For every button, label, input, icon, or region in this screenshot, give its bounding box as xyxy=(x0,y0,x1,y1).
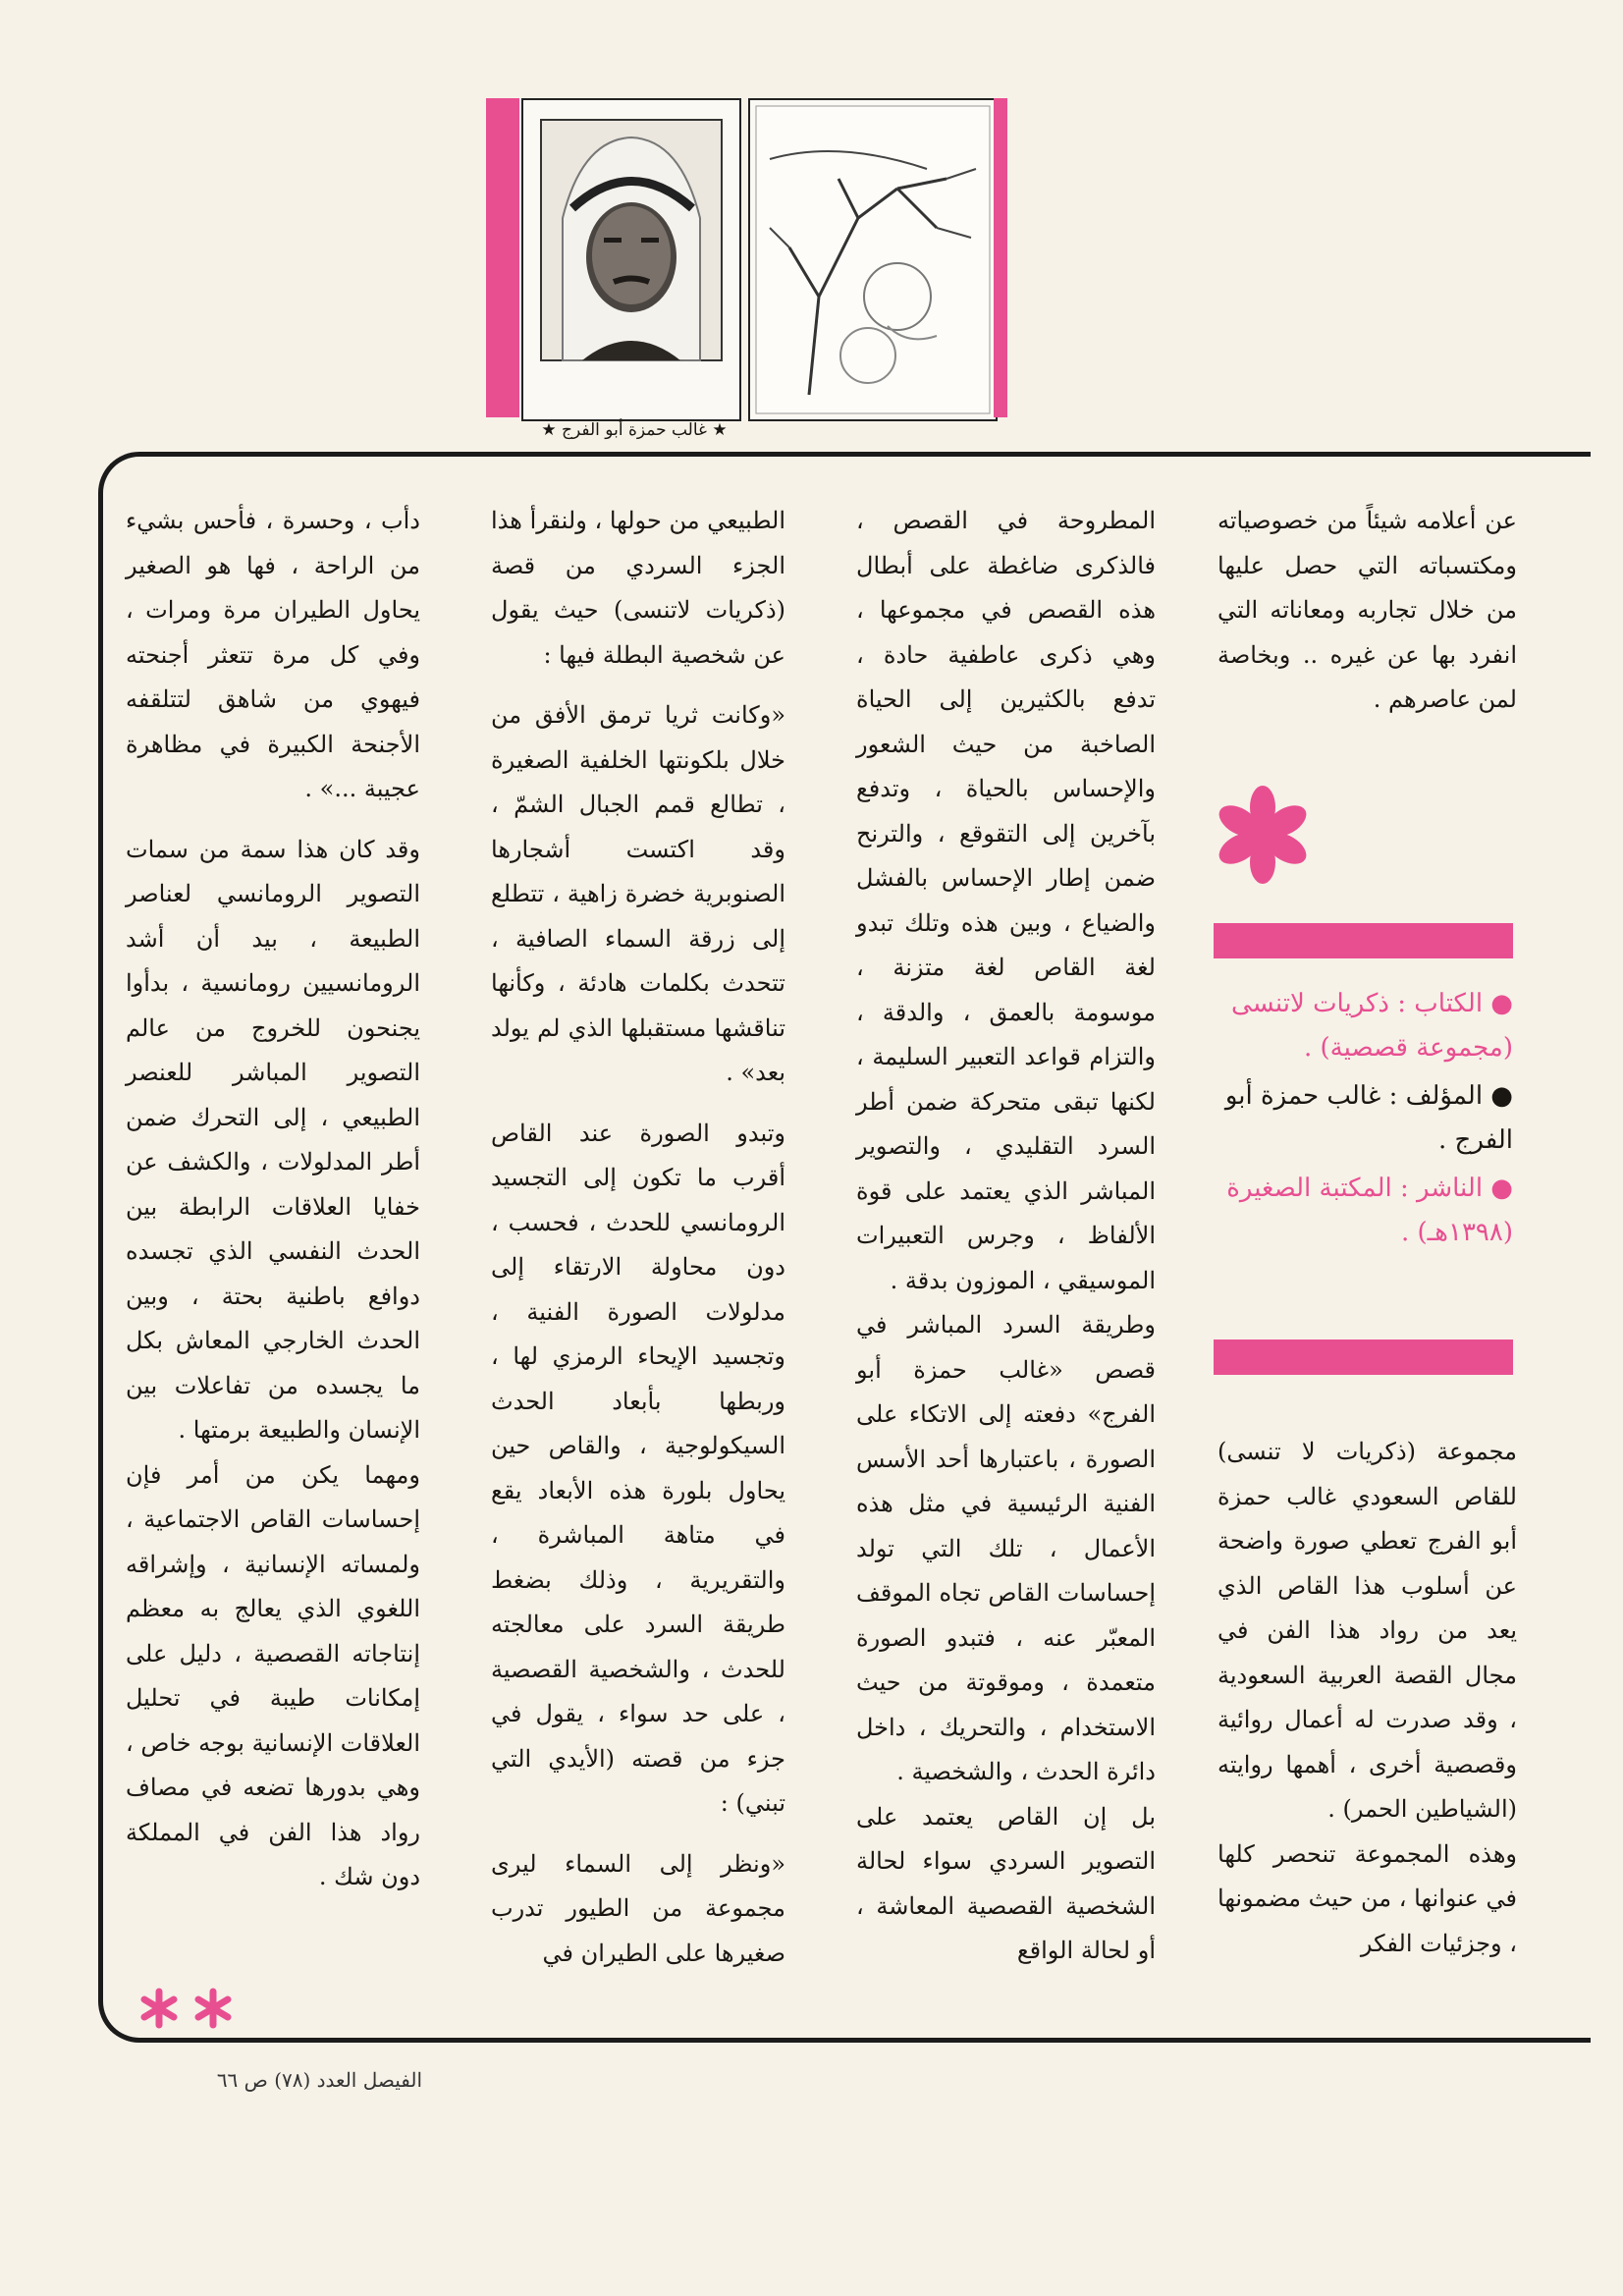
column-4 xyxy=(126,499,420,1900)
book-cover-sketch xyxy=(750,100,996,419)
column-3 xyxy=(491,499,785,1976)
author-portrait xyxy=(521,98,741,421)
col3-quote: «ونظر إلى السماء ليرى مجموعة من الطيور تدرب صغيرها على الطيران في xyxy=(491,1849,785,1967)
col4-paragraph: وقد كان هذا سمة من سمات التصوير الرومانسي لعناصر الطبيعة ، بيد أن أشد الرومانسيين رومانسية ، بدأوا يجنحون للخروج من عالم التصوير المباشر للعنصر الطبيعي ، إلى التحرك ضمن أطر المدلولات ، والكشف عن خفايا العلاقات الرابطة بين الحدث النفسي الذي تجسده دوافع باطنية بحتة ، وبين الحدث الخارجي المعاش بكل ما يجسده من تفاعلات بين الإنسان والطبيعة برمتها . xyxy=(126,835,420,1444)
portrait-illustration xyxy=(523,100,739,419)
book-title-line: ● الكتاب : ذكريات لاتنسى (مجموعة قصصية) . xyxy=(1231,989,1513,1063)
col2-paragraph: المطروحة في القصص ، فالذكرى ضاغطة على أبطال هذه القصص في مجموعها ، وهي ذكرى عاطفية حادة ، تدفع بالكثيرين إلى الحياة الصاخبة من حيث الشعور والإحساس بالحياة ، وتدفع بآخرين إلى التقوقع ، والترنح ضمن إطار الإحساس بالفشل والضياع ، وبين هذه وتلك تبدو لغة القاص لغة متزنة ، موسومة بالعمق ، والدقة ، والتزام قواعد التعبير السليمة ، لكنها تبقى متحركة ضمن أطر السرد التقليدي ، والتصوير المباشر الذي يعتمد على قوة الألفاظ ، وجرس التعبيرات الموسيقي ، الموزون بدقة . xyxy=(856,507,1156,1294)
double-asterisk-icon xyxy=(130,1984,247,2033)
col1-paragraph: وهذه المجموعة تنحصر كلها في عنوانها ، من حيث مضمونها ، وجزئيات الفكر xyxy=(1217,1839,1517,1957)
col2-paragraph: وطريقة السرد المباشر في قصص «غالب حمزة أبو الفرج» دفعته إلى الاتكاء على الصورة ، باعتبارها أحد الأسس الفنية الرئيسية في مثل هذه الأعمال ، تلك التي تولد إحساسات القاص تجاه الموقف المعبّر عنه ، فتبدو الصورة متعمدة ، وموقوتة من حيث الاستخدام ، والتحريك ، داخل دائرة الحدث ، والشخصية . xyxy=(856,1311,1156,1785)
column-2 xyxy=(856,499,1156,1974)
pink-divider-bottom xyxy=(1214,1339,1513,1375)
pink-side-bar xyxy=(486,98,519,417)
col1-paragraph: عن أعلامه شيئاً من خصوصياته ومكتسباته التي حصل عليها من خلال تجاربه ومعاناته التي انفرد بها عن غيره .. وبخاصة لمن عاصرهم . xyxy=(1217,507,1517,713)
column-1 xyxy=(1217,499,1517,723)
column-1-lower xyxy=(1217,1430,1517,1966)
book-author-line: ● المؤلف : غالب حمزة أبو الفرج . xyxy=(1224,1081,1513,1155)
book-publisher-line: ● الناشر : المكتبة الصغيرة (١٣٩٨هـ) . xyxy=(1226,1174,1513,1247)
col1-paragraph: مجموعة (ذكريات لا تنسى) للقاص السعودي غالب حمزة أبو الفرج تعطي صورة واضحة عن أسلوب هذا القاص الذي يعد من رواد هذا الفن في مجال القصة العربية السعودية ، وقد صدرت له أعمال روائية وقصصية أخرى ، أهمها روايته (الشياطين الحمر) . xyxy=(1217,1438,1517,1823)
asterisk-ornament-icon xyxy=(1214,786,1312,884)
book-cover xyxy=(748,98,998,421)
col3-paragraph: وتبدو الصورة عند القاص أقرب ما تكون إلى التجسيد الرومانسي للحدث ، فحسب ، دون محاولة الارتقاء إلى مدلولات الصورة الفنية ، وتجسيد الإيحاء الرمزي لها ، وربطها بأبعاد الحدث السيكولوجية ، والقاص حين يحاول بلورة هذه الأبعاد يقع في متاهة المباشرة ، والتقريرية ، وذلك بضغط طريقة السرد على معالجته للحدث ، والشخصية القصصية ، على حد سواء ، يقول في جزء من قصته (الأيدي التي تبني) : xyxy=(491,1119,785,1817)
book-info-box xyxy=(1214,982,1513,1259)
col3-quote: «وكانت ثريا ترمق الأفق من خلال بلكونتها الخلفية الصغيرة ، تطالع قمم الجبال الشمّ ، وقد اكتست أشجارها الصنوبرية خضرة زاهية ، تتطلع إلى زرقة السماء الصافية ، تتحدث بكلمات هادئة ، وكأنها تناقشها مستقبلها الذي لم يولد بعد» . xyxy=(491,701,785,1086)
pink-side-bar-right xyxy=(994,98,1007,417)
pink-divider-top xyxy=(1214,923,1513,958)
col3-paragraph: الطبيعي من حولها ، ولنقرأ هذا الجزء السردي من قصة (ذكريات لاتنسى) حيث يقول عن شخصية البطلة فيها : xyxy=(491,507,785,669)
col4-paragraph: ومهما يكن من أمر فإن إحساسات القاص الاجتماعية ، ولمساته الإنسانية ، وإشراقه اللغوي الذي يعالج به معظم إنتاجاته القصصية ، دليل على إمكانات طيبة في تحليل العلاقات الإنسانية بوجه خاص ، وهي بدورها تضعه في مصاف رواد هذا الفن في المملكة دون شك . xyxy=(125,1460,420,1890)
page-footer: الفيصل العدد (٧٨) ص ٦٦ xyxy=(216,2068,422,2092)
col4-paragraph: دأب ، وحسرة ، فأحس بشيء من الراحة ، فها هو الصغير يحاول الطيران مرة ومرات ، وفي كل مرة تتعثر أجنحته فيهوي من شاهق لتتلقفه الأجنحة الكبيرة في مظاهرة عجيبة ...» . xyxy=(126,507,420,802)
col2-paragraph: بل إن القاص يعتمد على التصوير السردي سواء لحالة الشخصية القصصية المعاشة ، أو لحالة الواقع xyxy=(856,1802,1156,1964)
photo-caption: ★ غالب حمزة أبو الفرج ★ xyxy=(541,420,728,440)
